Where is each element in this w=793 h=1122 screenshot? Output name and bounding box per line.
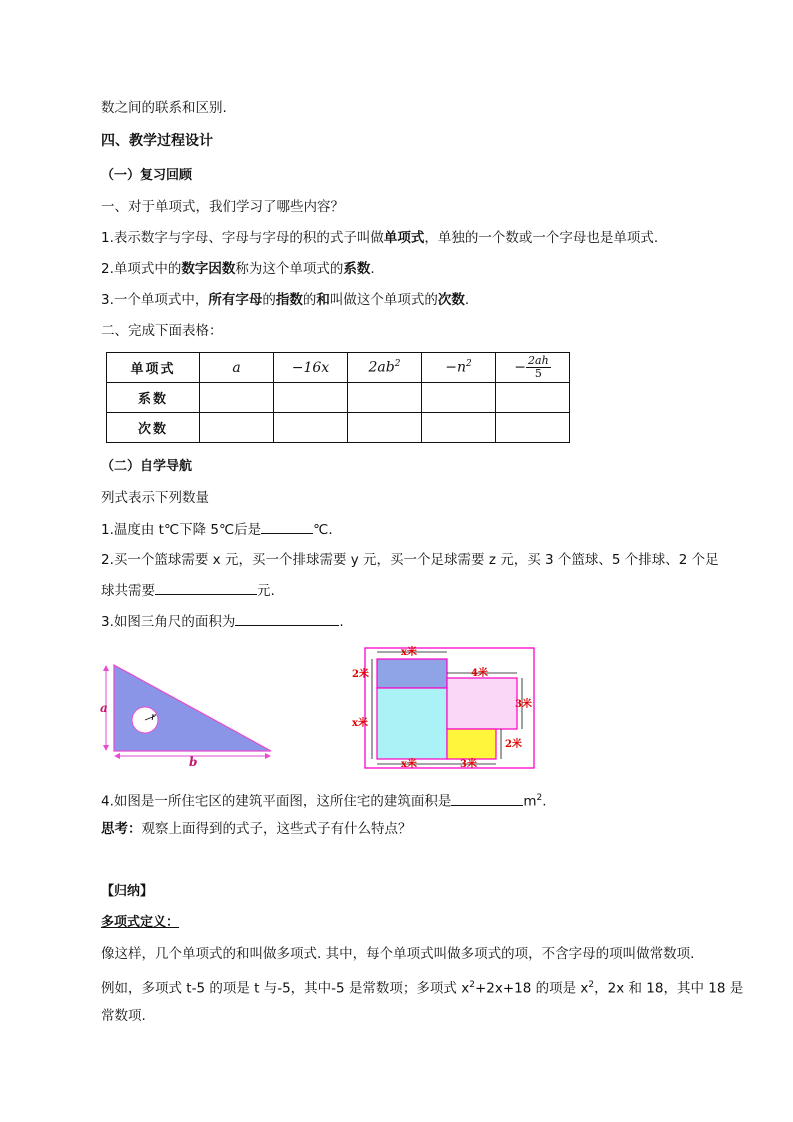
radius-label: r (151, 712, 156, 723)
intro-tail: 数之间的联系和区别. (101, 100, 227, 116)
monomial-table (106, 352, 570, 443)
table-row (107, 353, 570, 383)
label-2m-right: 2米 (505, 739, 522, 750)
answer-blank[interactable] (155, 580, 257, 595)
table-row (107, 383, 570, 413)
definition-title: 多项式定义： (101, 915, 180, 930)
cell-a: a (200, 353, 274, 383)
point-1-b: 单项式 (383, 230, 425, 246)
label-x-left: x米 (352, 718, 368, 729)
answer-cell[interactable] (274, 383, 348, 413)
fraction-denominator: 5 (534, 367, 542, 380)
definition-2-exp1: 2 (469, 980, 475, 990)
cell-2ab2-exp: 2 (394, 359, 401, 370)
exercise-2-unit: 元. (257, 583, 275, 599)
point-1 (101, 228, 658, 248)
definition-2-exp2: 2 (588, 980, 595, 990)
exercise-4-exp: 2 (536, 793, 543, 803)
exercise-2-line1: 2.买一个篮球需要 x 元，买一个排球需要 y 元，买一个足球需要 z 元，买 3 个篮球、5 个排球、2 个足 (101, 552, 719, 568)
exercise-1-text: 1.温度由 t℃下降 5℃后是 (101, 522, 262, 538)
answer-cell[interactable] (422, 383, 496, 413)
label-3m-right: 3米 (515, 699, 532, 710)
exercise-1-unit: ℃. (313, 522, 333, 538)
exercise-1 (101, 519, 333, 540)
question-1: 一、对于单项式，我们学习了哪些内容？ (101, 199, 344, 215)
think-label: 思考： (101, 821, 142, 837)
label-top-x: x米 (401, 647, 417, 658)
cell-fraction (496, 353, 570, 383)
self-study-heading: （二）自学导航 (101, 459, 193, 474)
point-1-a: 1.表示数字与字母、字母与字母的积的式子叫做 (101, 230, 384, 246)
answer-cell[interactable] (496, 383, 570, 413)
definition-line-1: 像这样，几个单项式的和叫做多项式. 其中，每个单项式叫做多项式的项，不含字母的项叫做常数项. (101, 946, 695, 962)
answer-cell[interactable] (200, 383, 274, 413)
point-3-g: 叫做这个单项式的 (329, 292, 438, 308)
cell-n2-base: −n (445, 359, 466, 376)
point-3-h: 次数 (437, 292, 465, 308)
answer-cell[interactable] (348, 413, 422, 443)
exercise-3-end: . (339, 614, 344, 630)
exercise-3-text: 3.如图三角尺的面积为 (101, 614, 236, 630)
exercise-4 (101, 788, 547, 812)
point-3-e: 的 (302, 292, 317, 308)
room-blue (377, 659, 447, 688)
floor-plan-figure (350, 644, 540, 774)
arrow-down-icon (103, 745, 109, 751)
point-2 (101, 259, 375, 279)
label-bottom-x: x米 (401, 759, 417, 770)
row-label-monomial: 单项式 (107, 353, 200, 383)
triangle-shape (114, 665, 271, 751)
point-3-c: 的 (262, 292, 276, 308)
summary-heading: 【归纳】 (101, 884, 154, 899)
arrow-left-icon (114, 753, 120, 759)
point-3-i: . (464, 292, 470, 308)
exercise-2-line2 (101, 580, 275, 601)
exercise-2-text: 球共需要 (101, 583, 155, 599)
answer-cell[interactable] (348, 383, 422, 413)
answer-blank[interactable] (235, 611, 339, 626)
think-text: 观察上面得到的式子，这些式子有什么特点？ (141, 821, 412, 837)
answer-blank[interactable] (451, 791, 523, 806)
side-a-label: a (100, 701, 108, 715)
table-row (107, 413, 570, 443)
answer-cell[interactable] (496, 413, 570, 443)
fraction-sign: − (514, 359, 527, 376)
point-2-e: . (370, 261, 375, 277)
fraction (526, 355, 551, 380)
cell-2ab2-base: 2ab (368, 359, 395, 376)
point-2-a: 2.单项式中的 (101, 261, 182, 277)
cell-n2-exp: 2 (466, 359, 472, 370)
point-2-d: 系数 (343, 261, 371, 277)
triangle-ruler-figure (98, 658, 278, 768)
answer-cell[interactable] (200, 413, 274, 443)
point-2-b: 数字因数 (181, 261, 236, 277)
question-2: 二、完成下面表格： (101, 323, 223, 339)
list-intro: 列式表示下列数量 (101, 490, 209, 506)
point-1-c: ，单独的一个数或一个字母也是单项式. (424, 230, 659, 246)
definition-2a: 例如，多项式 t-5 的项是 t 与-5，其中-5 是常数项；多项式 x (101, 980, 470, 997)
cell-2ab2 (348, 353, 422, 383)
point-2-c: 称为这个单项式的 (235, 261, 344, 277)
point-3-a: 3.一个单项式中， (101, 292, 209, 308)
room-pink (447, 678, 517, 729)
point-3-d: 指数 (275, 292, 303, 308)
row-label-degree: 次数 (107, 413, 200, 443)
section-heading: 四、教学过程设计 (101, 133, 213, 149)
point-3-b: 所有字母 (208, 292, 263, 308)
cell-n2 (422, 353, 496, 383)
room-cyan (377, 688, 447, 759)
row-label-coefficient: 系数 (107, 383, 200, 413)
answer-blank[interactable] (261, 519, 313, 534)
exercise-4-end: . (542, 793, 547, 810)
fraction-numerator: 2ah (528, 354, 549, 367)
answer-cell[interactable] (274, 413, 348, 443)
definition-2b: +2x+18 的项是 x (474, 980, 589, 997)
exercise-4-unit: m (523, 793, 537, 810)
cell-16x: −16x (274, 353, 348, 383)
label-2m-left: 2米 (352, 669, 369, 680)
answer-cell[interactable] (422, 413, 496, 443)
label-4m: 4米 (471, 668, 488, 679)
review-heading: （一）复习回顾 (101, 168, 193, 183)
definition-line-2 (101, 975, 743, 999)
point-3-f: 和 (316, 292, 330, 308)
arrow-up-icon (103, 665, 109, 671)
definition-line-3: 常数项. (101, 1008, 146, 1024)
point-3 (101, 290, 469, 310)
arrow-right-icon (265, 753, 271, 759)
exercise-3 (101, 611, 344, 632)
side-b-label: b (189, 755, 198, 768)
think-line (101, 819, 412, 839)
definition-2c: ，2x 和 18，其中 18 是 (594, 980, 744, 997)
exercise-4-text: 4.如图是一所住宅区的建筑平面图，这所住宅的建筑面积是 (101, 793, 452, 810)
label-bottom-3m: 3米 (460, 759, 477, 770)
room-yellow (447, 729, 496, 759)
